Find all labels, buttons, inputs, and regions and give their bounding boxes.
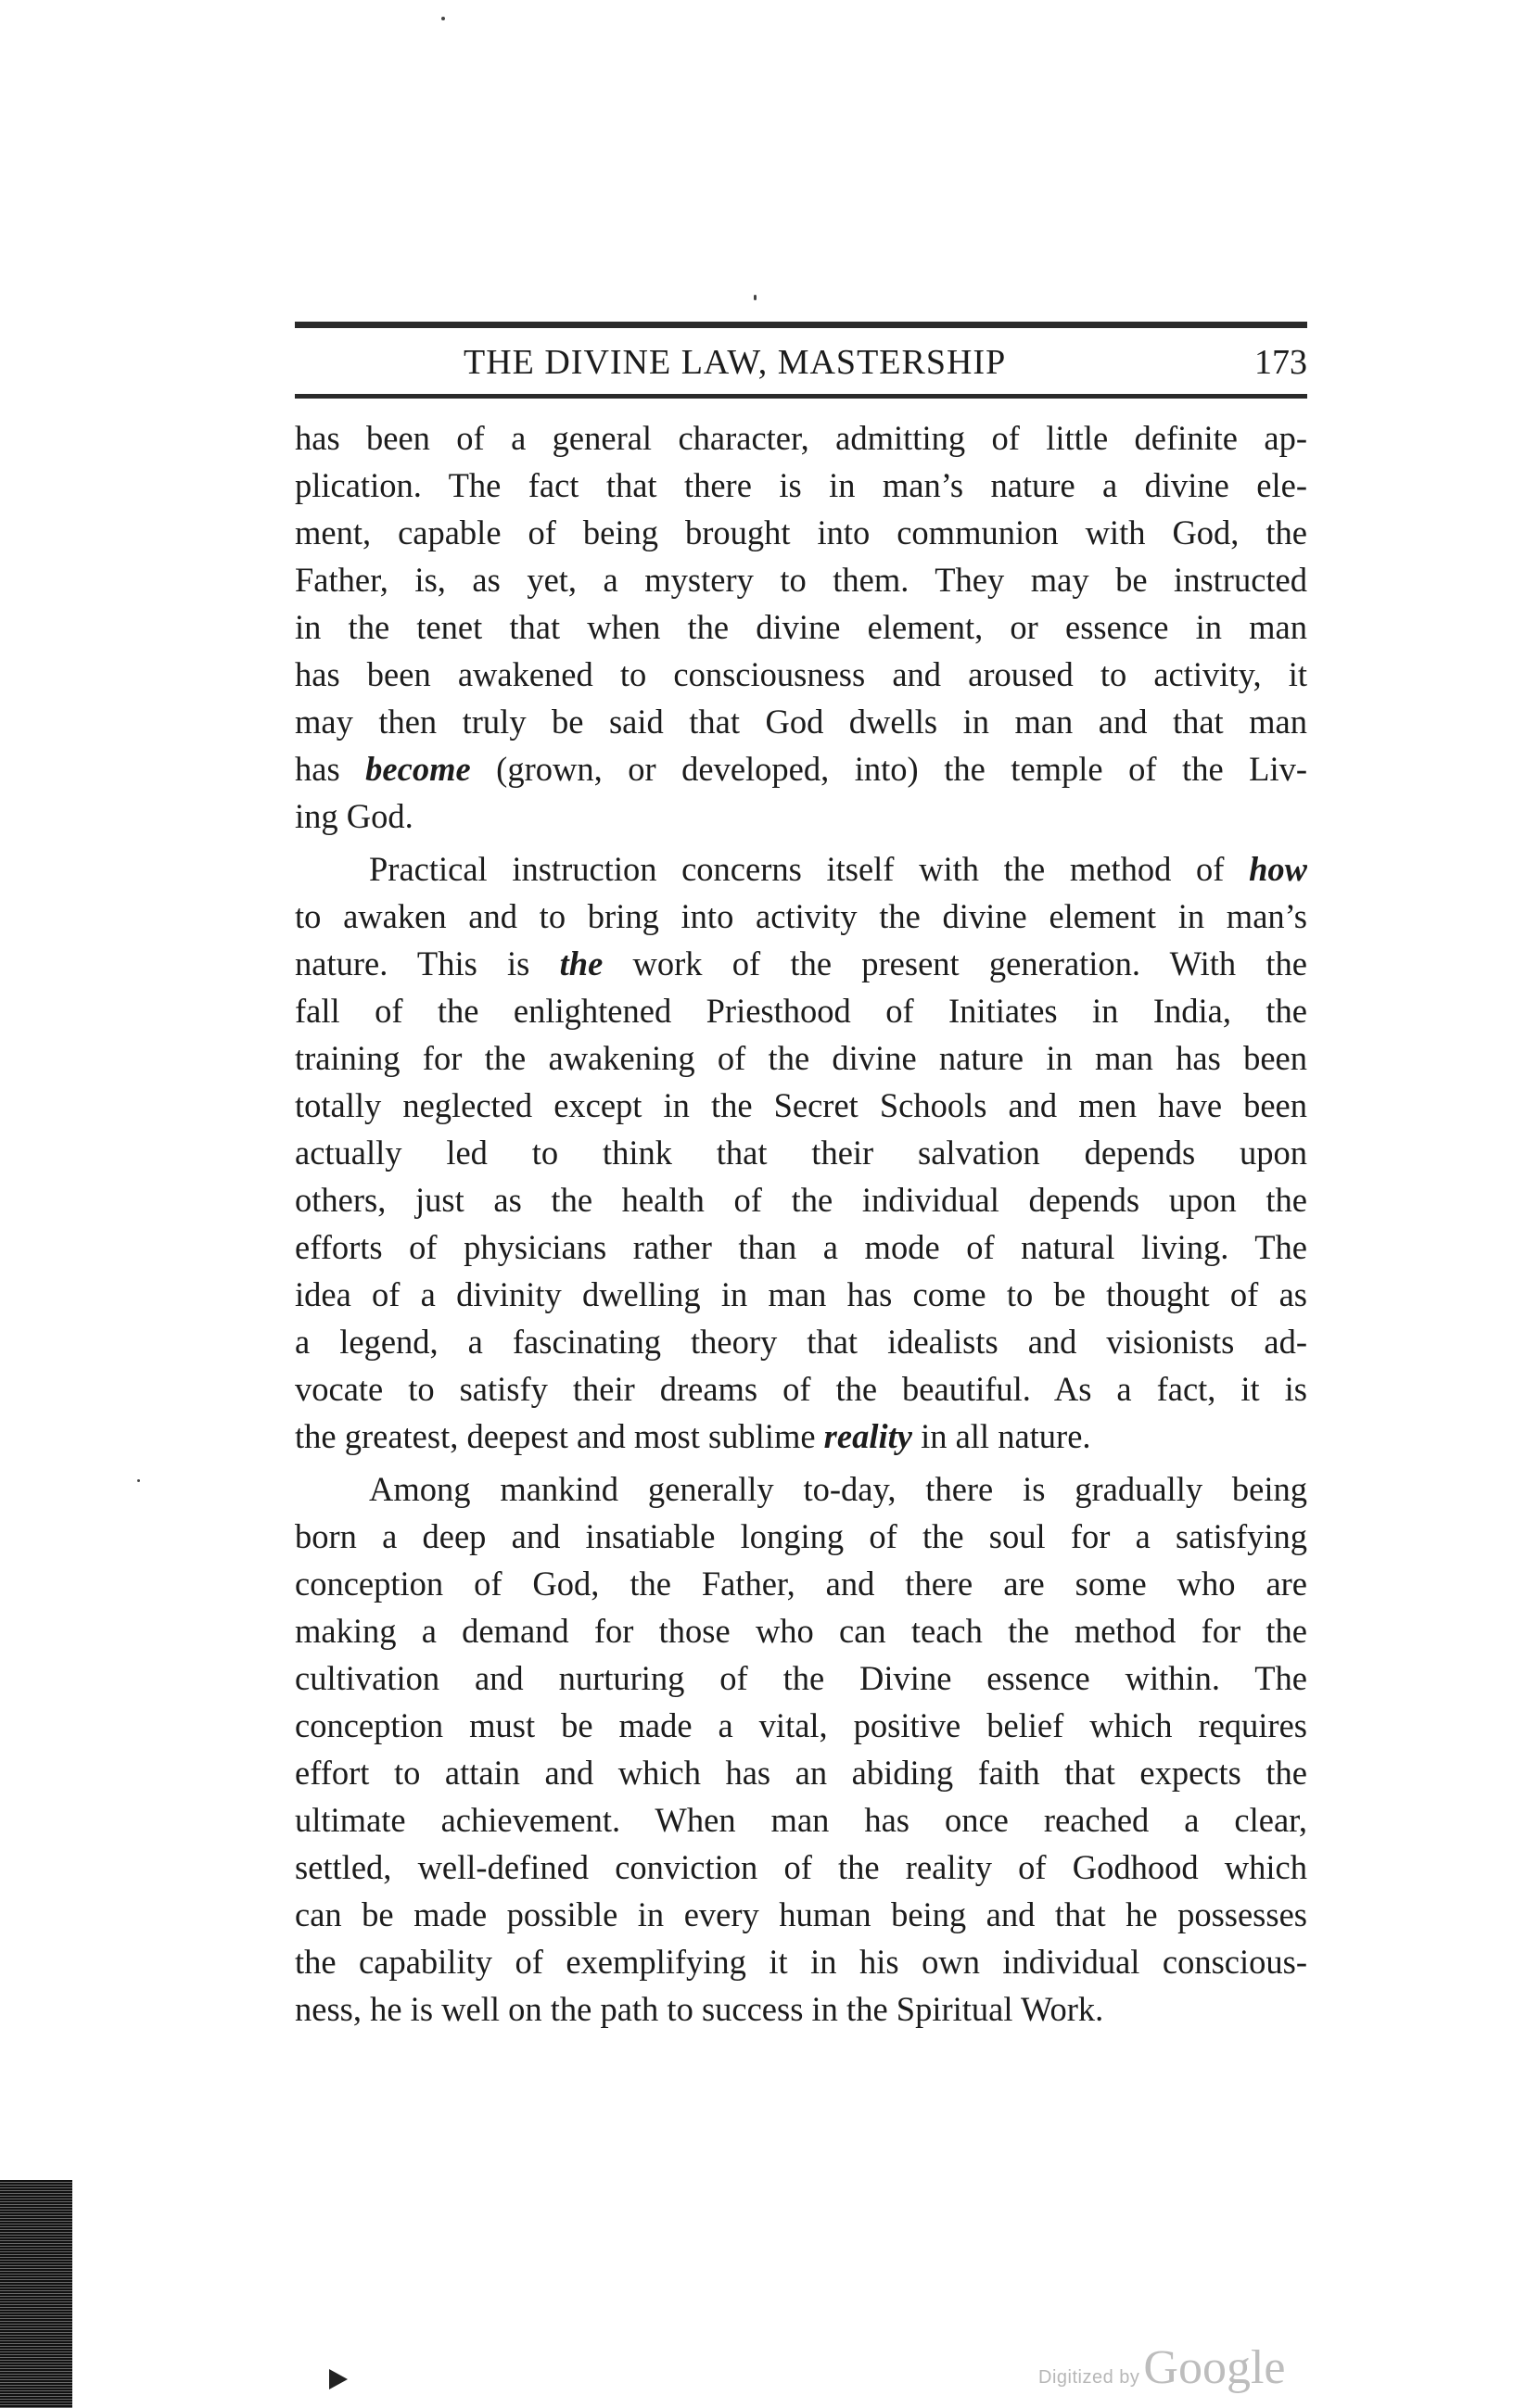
text-line: effort to attain and which has an abiding faith that expects the	[295, 1754, 1307, 1792]
text-line: totally neglected except in the Secret Schools and men have been	[295, 1086, 1307, 1124]
text-line: to awaken and to bring into activity the divine element in man’s	[295, 897, 1307, 935]
google-logo: Google	[1143, 2341, 1286, 2394]
text-line: may then truly be said that God dwells in man and that man	[295, 703, 1307, 741]
text-line: ultimate achievement. When man has once reached a clear,	[295, 1801, 1307, 1839]
text-line: can be made possible in every human being and that he possesses	[295, 1895, 1307, 1933]
text-line: fall of the enlightened Priesthood of Initiates in India, the	[295, 992, 1307, 1030]
digitized-by-google-watermark	[1038, 2340, 1285, 2395]
text-line: has become (grown, or developed, into) the temple of the Liv-	[295, 750, 1307, 788]
text-line: ing God.	[295, 797, 413, 835]
running-title: THE DIVINE LAW, MASTERSHIP	[464, 343, 1007, 382]
text-line: ment, capable of being brought into communion with God, the	[295, 513, 1307, 551]
running-header	[295, 342, 1307, 388]
text-line: cultivation and nurturing of the Divine essence within. The	[295, 1659, 1307, 1697]
text-line: idea of a divinity dwelling in man has come to be thought of as	[295, 1275, 1307, 1313]
emphasis: the	[559, 944, 604, 982]
body-text	[295, 414, 1307, 2033]
text-line: conception must be made a vital, positive belief which requires	[295, 1706, 1307, 1744]
text-line: others, just as the health of the individual depends upon the	[295, 1181, 1307, 1219]
text-line: ness, he is well on the path to success in the Spiritual Work.	[295, 1990, 1104, 2028]
text-line: nature. This is the work of the present generation. With the	[295, 944, 1307, 982]
text-line: born a deep and insatiable longing of the soul for a satisfying	[295, 1517, 1307, 1555]
header-rule-top	[295, 322, 1307, 328]
text-line: training for the awakening of the divine nature in man has been	[295, 1039, 1307, 1077]
text-line: Father, is, as yet, a mystery to them. They may be instructed	[295, 561, 1307, 599]
text-line: has been of a general character, admitting of little definite ap-	[295, 419, 1307, 457]
emphasis: become	[365, 750, 471, 788]
scan-mark	[329, 2369, 348, 2389]
scan-speck	[754, 295, 757, 300]
text-line: a legend, a fascinating theory that idealists and visionists ad-	[295, 1323, 1307, 1361]
text-line: making a demand for those who can teach the method for the	[295, 1612, 1307, 1650]
text-line: conception of God, the Father, and there are some who are	[295, 1565, 1307, 1603]
text-line: plication. The fact that there is in man’s nature a divine ele-	[295, 466, 1307, 504]
text-line: in the tenet that when the divine element, or essence in man	[295, 608, 1307, 646]
watermark-prefix: Digitized by	[1038, 2367, 1140, 2388]
text-line: Among mankind generally to-day, there is gradually being	[369, 1470, 1307, 1508]
text-line: has been awakened to consciousness and aroused to activity, it	[295, 655, 1307, 693]
text-line: the greatest, deepest and most sublime reality in all nature.	[295, 1417, 1091, 1455]
page-number: 173	[1254, 343, 1307, 382]
scan-speck	[137, 1479, 140, 1482]
emphasis: reality	[823, 1417, 912, 1455]
text-line: actually led to think that their salvation depends upon	[295, 1134, 1307, 1172]
scan-speck	[441, 17, 445, 20]
text-line: efforts of physicians rather than a mode of natural living. The	[295, 1228, 1307, 1266]
header-rule-bottom	[295, 394, 1307, 399]
emphasis: how	[1249, 850, 1307, 888]
text-line: vocate to satisfy their dreams of the beautiful. As a fact, it is	[295, 1370, 1307, 1408]
text-line: Practical instruction concerns itself with the method of how	[369, 850, 1307, 888]
text-line: the capability of exemplifying it in his own individual conscious-	[295, 1943, 1307, 1981]
text-line: settled, well-defined conviction of the reality of Godhood which	[295, 1848, 1307, 1886]
scan-edge	[0, 2180, 72, 2408]
